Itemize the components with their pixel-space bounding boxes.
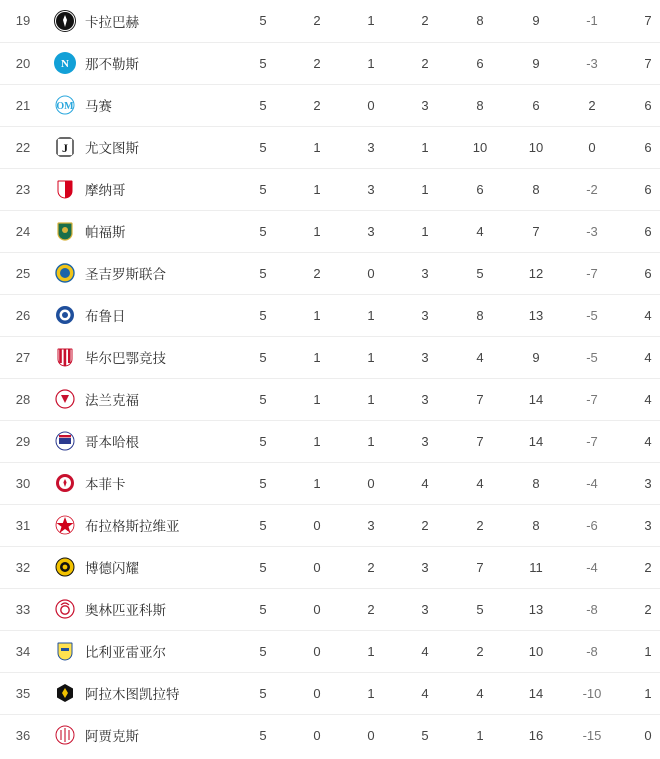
played-cell: 5	[259, 223, 267, 239]
table-row[interactable]	[0, 672, 660, 714]
goals-for-cell: 4	[476, 475, 484, 491]
table-row[interactable]	[0, 252, 660, 294]
win-cell: 2	[313, 265, 321, 281]
goals-against-cell: 8	[532, 475, 540, 491]
played-cell: 5	[259, 559, 267, 575]
team-name: 阿贾克斯	[85, 729, 139, 745]
win-cell: 1	[313, 475, 321, 491]
draw-cell: 3	[367, 181, 375, 197]
draw-cell: 2	[367, 559, 375, 575]
goals-for-cell: 6	[476, 181, 484, 197]
team-cell[interactable]	[46, 210, 236, 252]
table-row[interactable]	[0, 630, 660, 672]
napoli-crest	[54, 52, 76, 74]
goals-for-cell: 5	[476, 265, 484, 281]
rank-cell: 26	[15, 307, 31, 323]
points-cell: 6	[644, 139, 652, 155]
draw-cell: 0	[367, 475, 375, 491]
points-cell: 0	[644, 727, 652, 743]
rank-cell: 32	[15, 559, 31, 575]
points-cell: 6	[644, 181, 652, 197]
loss-cell: 1	[421, 181, 429, 197]
points-cell: 2	[644, 601, 652, 617]
goals-for-cell: 8	[476, 13, 484, 29]
goals-for-cell: 7	[476, 433, 484, 449]
goal-diff-cell: -5	[586, 349, 598, 365]
goals-against-cell: 8	[532, 181, 540, 197]
team-name: 那不勒斯	[85, 57, 139, 72]
loss-cell: 3	[421, 391, 429, 407]
draw-cell: 0	[367, 727, 375, 743]
points-cell: 7	[644, 13, 652, 29]
goals-for-cell: 6	[476, 55, 484, 71]
draw-cell: 1	[367, 685, 375, 701]
goals-for-cell: 8	[476, 97, 484, 113]
rank-cell: 27	[15, 349, 31, 365]
team-name: 阿拉木图凯拉特	[85, 687, 180, 702]
team-name: 尤文图斯	[85, 141, 139, 156]
rank-cell: 23	[15, 181, 31, 197]
goals-against-cell: 9	[532, 349, 540, 365]
played-cell: 5	[259, 727, 267, 743]
goals-for-cell: 1	[476, 727, 484, 743]
team-cell[interactable]	[46, 84, 236, 126]
points-cell: 3	[644, 517, 652, 533]
team-cell[interactable]	[46, 714, 236, 756]
played-cell: 5	[259, 349, 267, 365]
goals-against-cell: 8	[532, 517, 540, 533]
ajax-crest	[54, 724, 76, 746]
goal-diff-cell: -3	[586, 55, 598, 71]
goal-diff-cell: -1	[586, 13, 598, 29]
points-cell: 4	[644, 433, 652, 449]
goals-against-cell: 9	[532, 55, 540, 71]
points-cell: 1	[644, 643, 652, 659]
draw-cell: 3	[367, 139, 375, 155]
draw-cell: 1	[367, 349, 375, 365]
loss-cell: 2	[421, 13, 429, 29]
team-cell[interactable]	[46, 252, 236, 294]
goal-diff-cell: -3	[586, 223, 598, 239]
loss-cell: 1	[421, 223, 429, 239]
win-cell: 1	[313, 223, 321, 239]
team-name: 比利亚雷亚尔	[85, 645, 166, 660]
table-row[interactable]	[0, 126, 660, 168]
eintracht-frankfurt-crest	[54, 388, 76, 410]
goal-diff-cell: -7	[586, 391, 598, 407]
table-row[interactable]	[0, 294, 660, 336]
draw-cell: 3	[367, 517, 375, 533]
team-cell[interactable]	[46, 462, 236, 504]
table-row[interactable]	[0, 42, 660, 84]
win-cell: 1	[313, 349, 321, 365]
team-cell[interactable]	[46, 672, 236, 714]
played-cell: 5	[259, 139, 267, 155]
goals-against-cell: 14	[528, 391, 544, 407]
goal-diff-cell: -8	[586, 643, 598, 659]
goals-against-cell: 11	[529, 559, 543, 575]
goals-against-cell: 6	[532, 97, 540, 113]
olympiacos-crest	[54, 598, 76, 620]
svg-text:J: J	[62, 141, 68, 155]
table-row[interactable]	[0, 462, 660, 504]
points-cell: 7	[644, 55, 652, 71]
goal-diff-cell: -8	[586, 601, 598, 617]
table-row[interactable]	[0, 546, 660, 588]
rank-cell: 28	[15, 391, 31, 407]
played-cell: 5	[259, 601, 267, 617]
team-cell[interactable]	[46, 126, 236, 168]
svg-text:OM: OM	[56, 101, 74, 112]
team-name: 奥林匹亚科斯	[85, 603, 166, 618]
table-row[interactable]	[0, 588, 660, 630]
team-cell[interactable]	[46, 420, 236, 462]
rank-cell: 35	[15, 685, 31, 701]
team-name: 布拉格斯拉维亚	[85, 519, 180, 534]
goal-diff-cell: -10	[582, 685, 602, 701]
loss-cell: 2	[421, 55, 429, 71]
rank-cell: 30	[15, 475, 31, 491]
goal-diff-cell: -4	[586, 475, 598, 491]
draw-cell: 1	[367, 307, 375, 323]
goal-diff-cell: -2	[586, 181, 598, 197]
copenhagen-crest	[54, 430, 76, 452]
played-cell: 5	[259, 391, 267, 407]
goals-for-cell: 4	[476, 685, 484, 701]
loss-cell: 3	[421, 97, 429, 113]
goals-for-cell: 8	[476, 307, 484, 323]
goal-diff-cell: -15	[582, 727, 602, 743]
goal-diff-cell: 0	[588, 139, 596, 155]
win-cell: 0	[313, 727, 321, 743]
points-cell: 4	[644, 307, 652, 323]
points-cell: 4	[644, 391, 652, 407]
loss-cell: 4	[421, 643, 429, 659]
rank-cell: 34	[15, 643, 31, 659]
table-row[interactable]	[0, 420, 660, 462]
played-cell: 5	[259, 685, 267, 701]
goals-against-cell: 10	[528, 643, 544, 659]
table-row[interactable]	[0, 168, 660, 210]
loss-cell: 3	[421, 433, 429, 449]
draw-cell: 1	[367, 643, 375, 659]
win-cell: 0	[313, 601, 321, 617]
team-name: 圣吉罗斯联合	[85, 267, 166, 282]
goals-against-cell: 16	[528, 727, 544, 743]
rank-cell: 21	[15, 97, 31, 113]
rank-cell: 22	[15, 139, 31, 155]
win-cell: 1	[313, 391, 321, 407]
played-cell: 5	[259, 13, 267, 29]
goals-for-cell: 2	[476, 517, 484, 533]
win-cell: 0	[313, 517, 321, 533]
goals-for-cell: 10	[472, 139, 488, 155]
team-cell[interactable]	[46, 546, 236, 588]
team-name: 法兰克福	[85, 393, 139, 408]
team-name: 布鲁日	[85, 309, 126, 324]
table-row[interactable]	[0, 0, 660, 42]
rank-cell: 25	[15, 265, 31, 281]
draw-cell: 2	[367, 601, 375, 617]
played-cell: 5	[259, 181, 267, 197]
goal-diff-cell: 2	[588, 97, 596, 113]
monaco-crest	[54, 178, 76, 200]
draw-cell: 1	[367, 391, 375, 407]
goals-for-cell: 7	[476, 559, 484, 575]
villarreal-crest	[54, 640, 76, 662]
rank-cell: 19	[15, 13, 31, 29]
team-name: 本菲卡	[85, 477, 126, 492]
points-cell: 2	[644, 559, 652, 575]
points-cell: 6	[644, 97, 652, 113]
win-cell: 2	[313, 55, 321, 71]
win-cell: 0	[313, 559, 321, 575]
goals-for-cell: 2	[476, 643, 484, 659]
loss-cell: 3	[421, 307, 429, 323]
played-cell: 5	[259, 475, 267, 491]
played-cell: 5	[259, 517, 267, 533]
rank-cell: 20	[15, 55, 31, 71]
goal-diff-cell: -6	[586, 517, 598, 533]
goals-against-cell: 13	[528, 601, 544, 617]
kairat-almaty-crest	[54, 682, 76, 704]
played-cell: 5	[259, 433, 267, 449]
team-cell[interactable]	[46, 42, 236, 84]
win-cell: 2	[313, 97, 321, 113]
team-cell[interactable]	[46, 588, 236, 630]
played-cell: 5	[259, 307, 267, 323]
win-cell: 1	[313, 139, 321, 155]
team-cell[interactable]	[46, 630, 236, 672]
win-cell: 0	[313, 685, 321, 701]
played-cell: 5	[259, 97, 267, 113]
goals-for-cell: 4	[476, 349, 484, 365]
rank-cell: 33	[15, 601, 31, 617]
table-row[interactable]	[0, 504, 660, 546]
athletic-bilbao-crest	[54, 346, 76, 368]
goals-against-cell: 14	[528, 685, 544, 701]
loss-cell: 4	[421, 685, 429, 701]
points-cell: 1	[644, 685, 652, 701]
points-cell: 6	[644, 223, 652, 239]
win-cell: 1	[313, 181, 321, 197]
club-brugge-crest	[54, 304, 76, 326]
win-cell: 1	[313, 433, 321, 449]
table-row[interactable]	[0, 210, 660, 252]
loss-cell: 2	[421, 517, 429, 533]
team-cell[interactable]	[46, 168, 236, 210]
draw-cell: 1	[367, 13, 375, 29]
table-row[interactable]	[0, 378, 660, 420]
team-name: 帕福斯	[85, 225, 126, 240]
goals-against-cell: 13	[528, 307, 544, 323]
svg-text:N: N	[61, 58, 69, 70]
pafos-crest	[54, 220, 76, 242]
win-cell: 2	[313, 13, 321, 29]
goals-for-cell: 7	[476, 391, 484, 407]
team-cell[interactable]	[46, 0, 236, 42]
marseille-crest	[54, 94, 76, 116]
goals-for-cell: 4	[476, 223, 484, 239]
goals-against-cell: 14	[528, 433, 544, 449]
rank-cell: 29	[15, 433, 31, 449]
loss-cell: 3	[421, 349, 429, 365]
points-cell: 6	[644, 265, 652, 281]
draw-cell: 1	[367, 55, 375, 71]
benfica-crest	[54, 472, 76, 494]
goals-for-cell: 5	[476, 601, 484, 617]
goals-against-cell: 9	[532, 13, 540, 29]
rank-cell: 31	[15, 517, 31, 533]
loss-cell: 3	[421, 265, 429, 281]
goals-against-cell: 7	[532, 223, 540, 239]
draw-cell: 0	[367, 97, 375, 113]
rank-cell: 24	[15, 223, 31, 239]
played-cell: 5	[259, 265, 267, 281]
win-cell: 1	[313, 307, 321, 323]
win-cell: 0	[313, 643, 321, 659]
team-name: 卡拉巴赫	[85, 14, 139, 30]
loss-cell: 4	[421, 475, 429, 491]
team-name: 摩纳哥	[85, 183, 126, 198]
loss-cell: 5	[421, 727, 429, 743]
team-cell[interactable]	[46, 378, 236, 420]
team-name: 毕尔巴鄂竞技	[85, 351, 166, 366]
team-name: 哥本哈根	[85, 435, 139, 450]
draw-cell: 1	[367, 433, 375, 449]
goals-against-cell: 10	[528, 139, 544, 155]
draw-cell: 3	[367, 223, 375, 239]
points-cell: 4	[644, 349, 652, 365]
played-cell: 5	[259, 643, 267, 659]
played-cell: 5	[259, 55, 267, 71]
table-row[interactable]	[0, 336, 660, 378]
table-row[interactable]	[0, 84, 660, 126]
goal-diff-cell: -4	[586, 559, 598, 575]
juventus-crest	[54, 136, 76, 158]
loss-cell: 3	[421, 601, 429, 617]
loss-cell: 3	[421, 559, 429, 575]
table-row[interactable]	[0, 714, 660, 756]
rank-cell: 36	[15, 727, 31, 743]
team-cell[interactable]	[46, 504, 236, 546]
team-name: 马赛	[85, 99, 112, 114]
team-cell[interactable]	[46, 336, 236, 378]
union-sg-crest	[54, 262, 76, 284]
goal-diff-cell: -5	[586, 307, 598, 323]
goal-diff-cell: -7	[586, 433, 598, 449]
points-cell: 3	[644, 475, 652, 491]
draw-cell: 0	[367, 265, 375, 281]
loss-cell: 1	[421, 139, 429, 155]
karabakh-crest	[54, 10, 76, 32]
team-name: 博德闪耀	[85, 561, 139, 576]
goal-diff-cell: -7	[586, 265, 598, 281]
slavia-prague-crest	[54, 514, 76, 536]
goals-against-cell: 12	[528, 265, 544, 281]
team-cell[interactable]	[46, 294, 236, 336]
bodo-glimt-crest	[54, 556, 76, 578]
